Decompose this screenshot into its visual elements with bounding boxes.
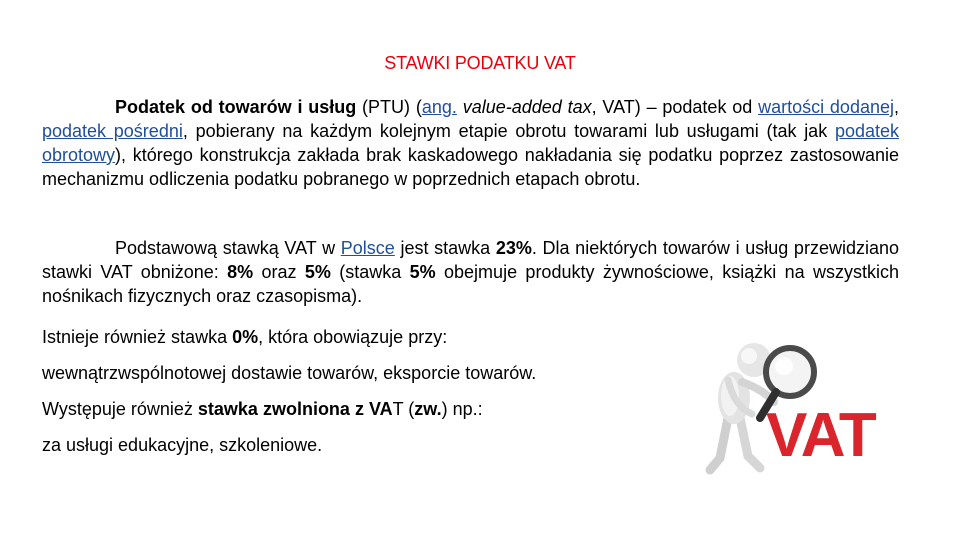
text: ) np.: [441, 399, 483, 419]
exempt-bold: zw. [414, 399, 442, 419]
text: T ( [392, 399, 415, 419]
link-podatek-posredni[interactable]: podatek pośredni [42, 121, 183, 141]
rate-bold: 23% [495, 238, 532, 258]
link-podatek-obrotowy[interactable]: podatek obrotowy [42, 121, 899, 165]
text: , pobierany na każdym kolejnym etapie obrotu towarami lub usługami (tak jak [182, 121, 835, 141]
text: , [893, 97, 899, 117]
text-italic: value-added tax [462, 97, 592, 117]
text: (stawka [330, 262, 410, 282]
rate-bold: 5% [409, 262, 436, 282]
vat-logo-text: VAT [766, 401, 875, 470]
text: Występuje również [42, 399, 198, 419]
text: oraz [253, 262, 305, 282]
text: , VAT) – podatek od [591, 97, 759, 117]
paragraph-rates [42, 236, 899, 308]
exempt-bold: stawka zwolniona z VA [197, 399, 393, 419]
text: Istnieje również stawka [42, 327, 233, 347]
text: Podstawową stawką VAT w [115, 238, 341, 258]
text: . Dla niektórych towarów i usług przewidziano stawki VAT obniżone: [42, 238, 899, 282]
text: (PTU) ( [356, 97, 422, 117]
term-bold: Podatek od towarów i usług [115, 97, 357, 117]
rate-bold: 8% [227, 262, 254, 282]
text: jest stawka [394, 238, 496, 258]
link-ang[interactable]: ang. [421, 97, 457, 117]
line-zero-rate [42, 325, 447, 349]
paragraph-definition [42, 95, 899, 191]
line-exempt-rate [42, 397, 483, 421]
rate-bold: 0% [232, 327, 259, 347]
line-export: wewnątrzwspólnotowej dostawie towarów, eksporcie towarów. [42, 363, 537, 383]
rate-bold: 5% [304, 262, 331, 282]
link-polska[interactable]: Polsce [340, 238, 395, 258]
text: ), którego konstrukcja zakłada brak kaskadowego nakładania się podatku poprzez zastosowanie mechanizmu odliczenia podatku pobranego w poprzednich etapach obrotu. [42, 145, 899, 189]
slide-title: STAWKI PODATKU VAT [384, 53, 576, 73]
text: , która obowiązuje przy: [258, 327, 448, 347]
link-wartosc-dodana[interactable]: wartości dodanej [758, 97, 894, 117]
line-education: za usługi edukacyjne, szkoleniowe. [42, 435, 323, 455]
text: obejmuje produkty żywnościowe, książki na wszystkich nośnikach fizycznych oraz czasopisma). [42, 262, 899, 306]
vat-magnifier-illustration [668, 318, 900, 478]
